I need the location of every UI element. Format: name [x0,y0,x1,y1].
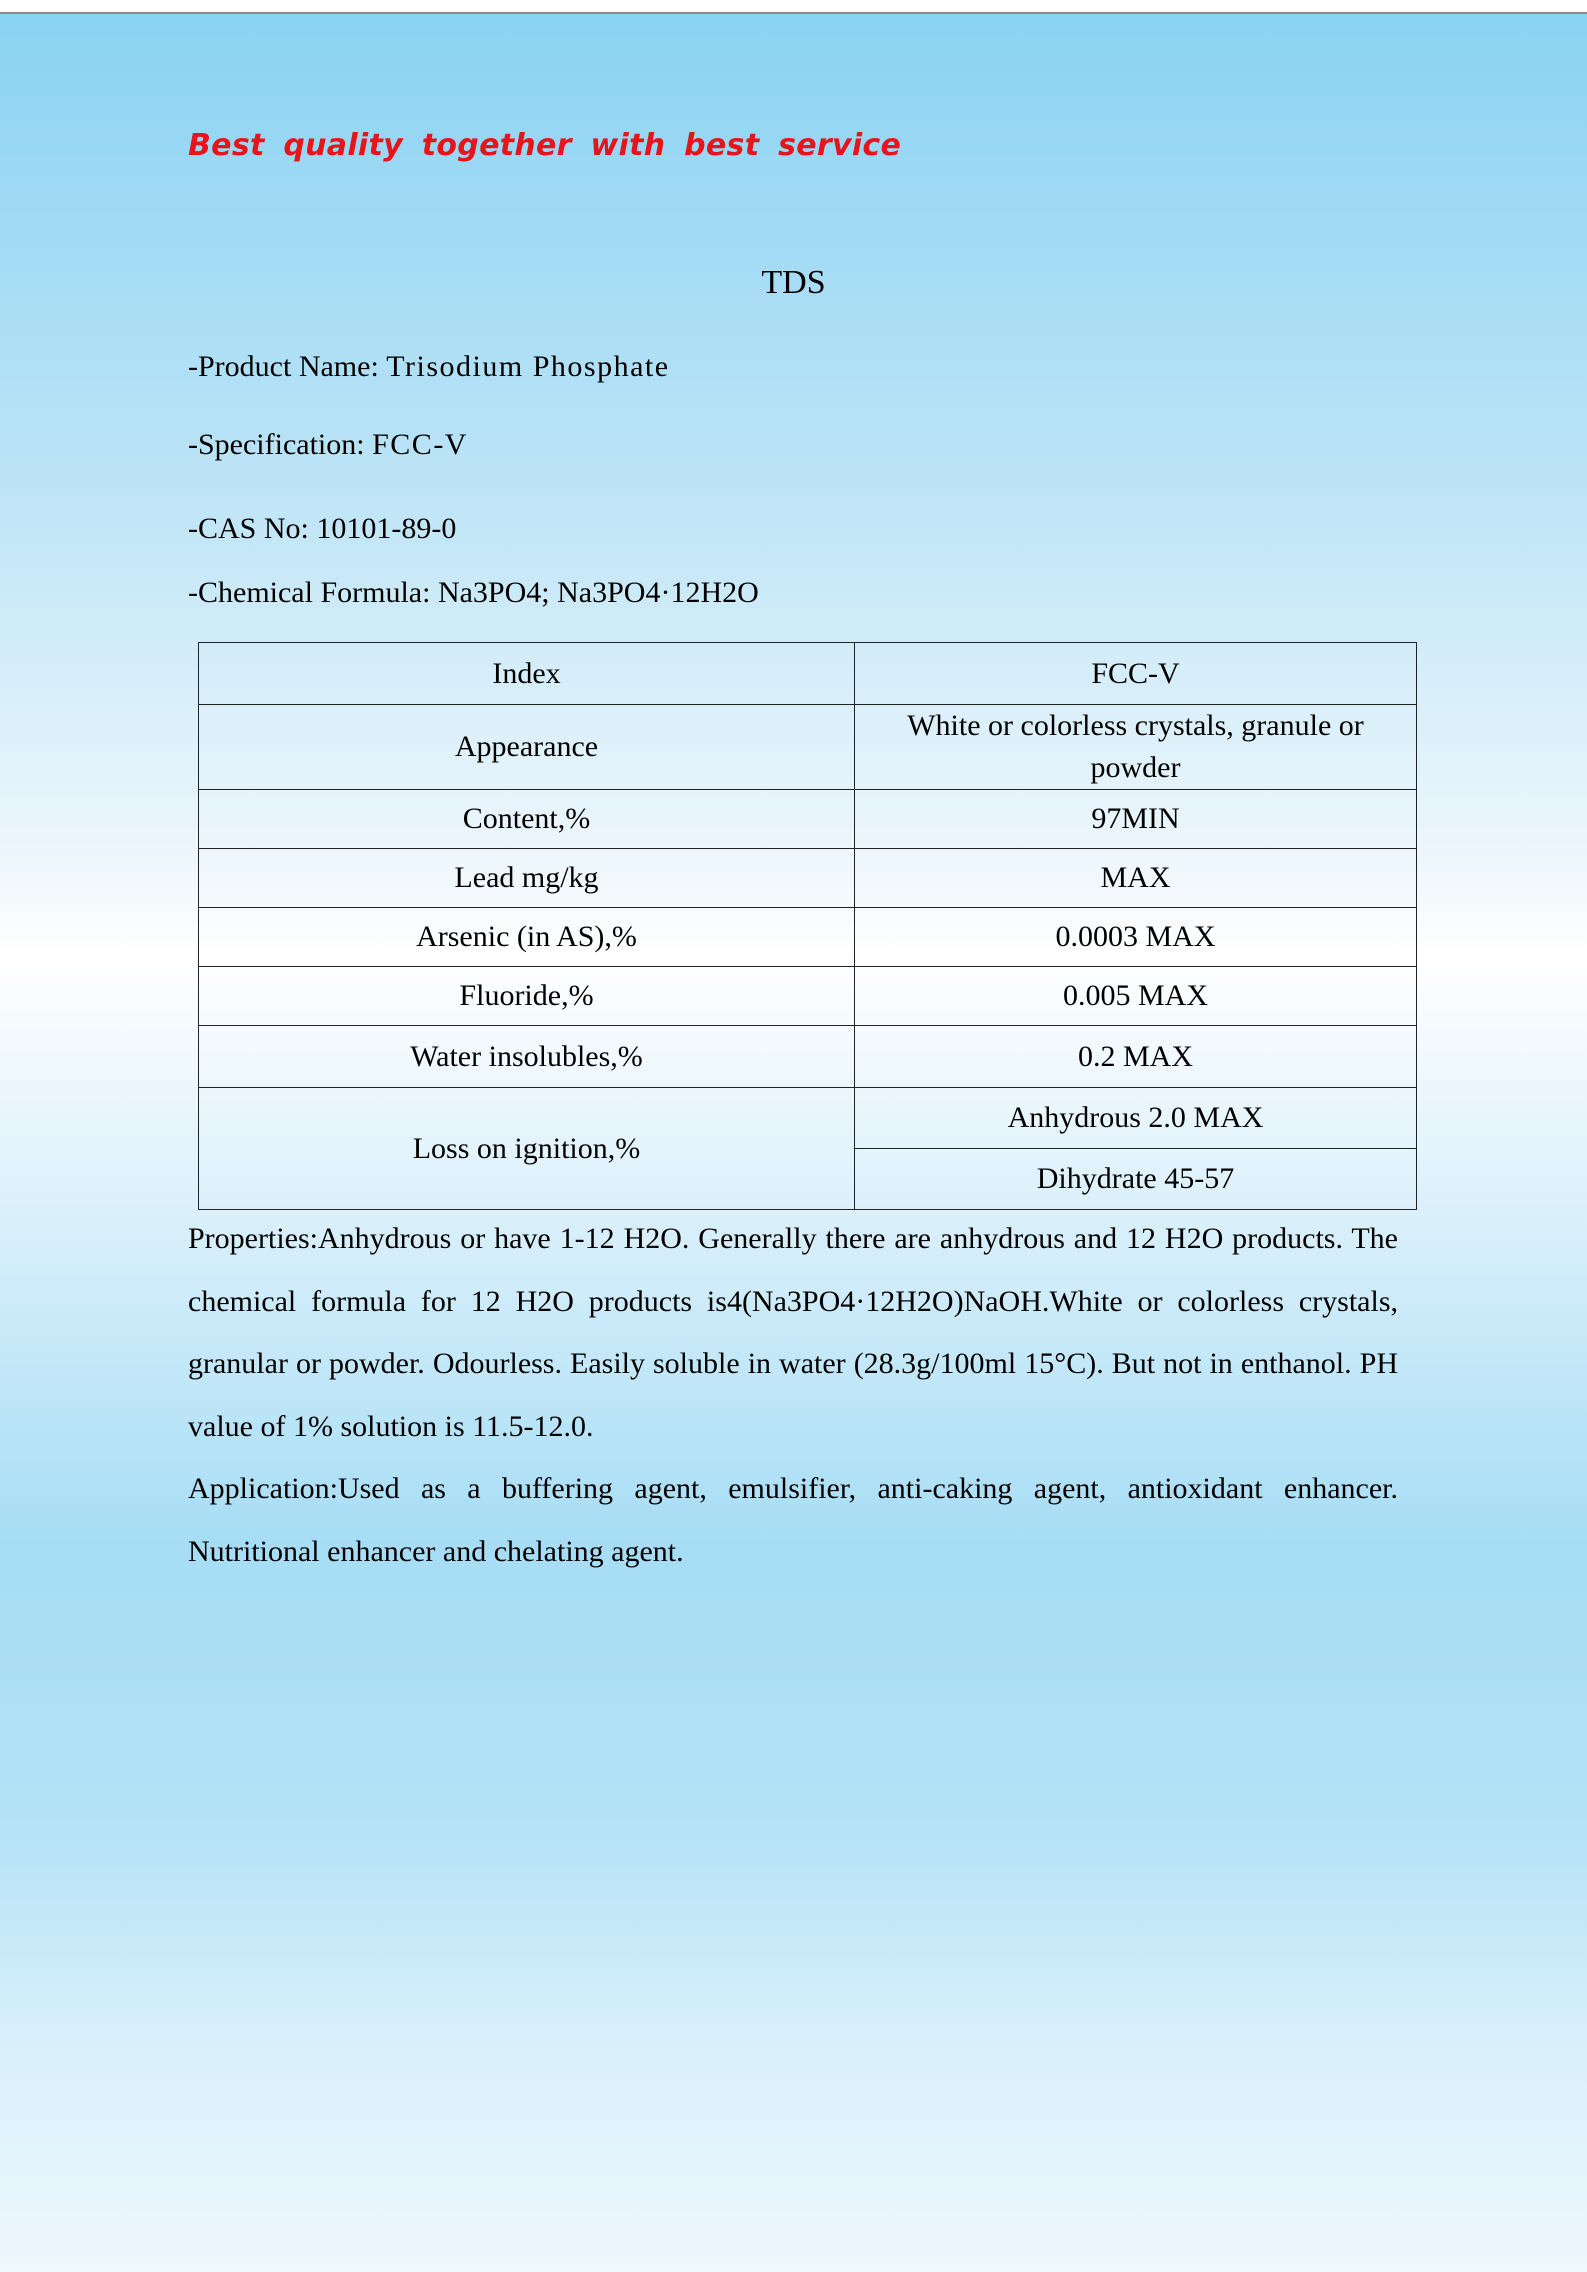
tagline: Best quality together with best service [188,128,902,163]
specification-label: -Specification: [188,428,373,461]
cas-number-field [188,512,456,546]
table-cell-index: Arsenic (in AS),% [199,908,855,967]
cas-number-label: -CAS No: [188,512,317,545]
table-row [199,908,1417,967]
table-row [199,790,1417,849]
document-title: TDS [761,264,826,301]
table-cell-value: 0.005 MAX [855,967,1417,1026]
table-cell-value: White or colorless crystals, granule or powder [855,705,1417,790]
table-cell-index: Water insolubles,% [199,1026,855,1088]
table-header-spec: FCC-V [855,643,1417,705]
table-row [199,1088,1417,1149]
table-cell-value: 0.0003 MAX [855,908,1417,967]
table-cell-value: 0.2 MAX [855,1026,1417,1088]
table-row [199,967,1417,1026]
specification-table [198,642,1417,1210]
page-top-border [0,0,1587,14]
specification-field [188,428,468,462]
table-cell-index: Appearance [199,705,855,790]
table-cell-index: Lead mg/kg [199,849,855,908]
product-name-field [188,350,670,384]
table-header-row [199,643,1417,705]
table-cell-index: Content,% [199,790,855,849]
table-cell-value: MAX [855,849,1417,908]
application-paragraph: Application:Used as a buffering agent, emulsifier, anti-caking agent, antioxidant enhancer. Nutritional enhancer and chelating agent. [188,1472,1398,1568]
table-cell-value: 97MIN [855,790,1417,849]
table-cell-index: Fluoride,% [199,967,855,1026]
chemical-formula-value: Na3PO4; Na3PO4·12H2O [437,576,759,609]
table-row [199,705,1417,790]
table-row [199,1026,1417,1088]
table-cell-value: Dihydrate 45-57 [855,1149,1417,1210]
table-cell-index: Loss on ignition,% [199,1088,855,1210]
specification-value: FCC-V [372,428,468,461]
table-header-index: Index [199,643,855,705]
chemical-formula-label: -Chemical Formula: [188,576,438,609]
chemical-formula-field [188,576,759,610]
table-cell-value: Anhydrous 2.0 MAX [855,1088,1417,1149]
product-name-label: -Product Name: [188,350,387,383]
cas-number-value: 10101-89-0 [316,512,457,545]
properties-paragraph: Properties:Anhydrous or have 1-12 H2O. Generally there are anhydrous and 12 H2O products. The chemical formula for 12 H2O products is4(Na3PO4·12H2O)NaOH.White or colorless crystals, granular or powder. Odourless. Easily soluble in water (28.3g/100ml 15°C). But not in enthanol. PH value of 1% solution is 11.5-12.0. [188,1222,1398,1443]
table-row [199,849,1417,908]
product-name-value: Trisodium Phosphate [386,350,670,383]
